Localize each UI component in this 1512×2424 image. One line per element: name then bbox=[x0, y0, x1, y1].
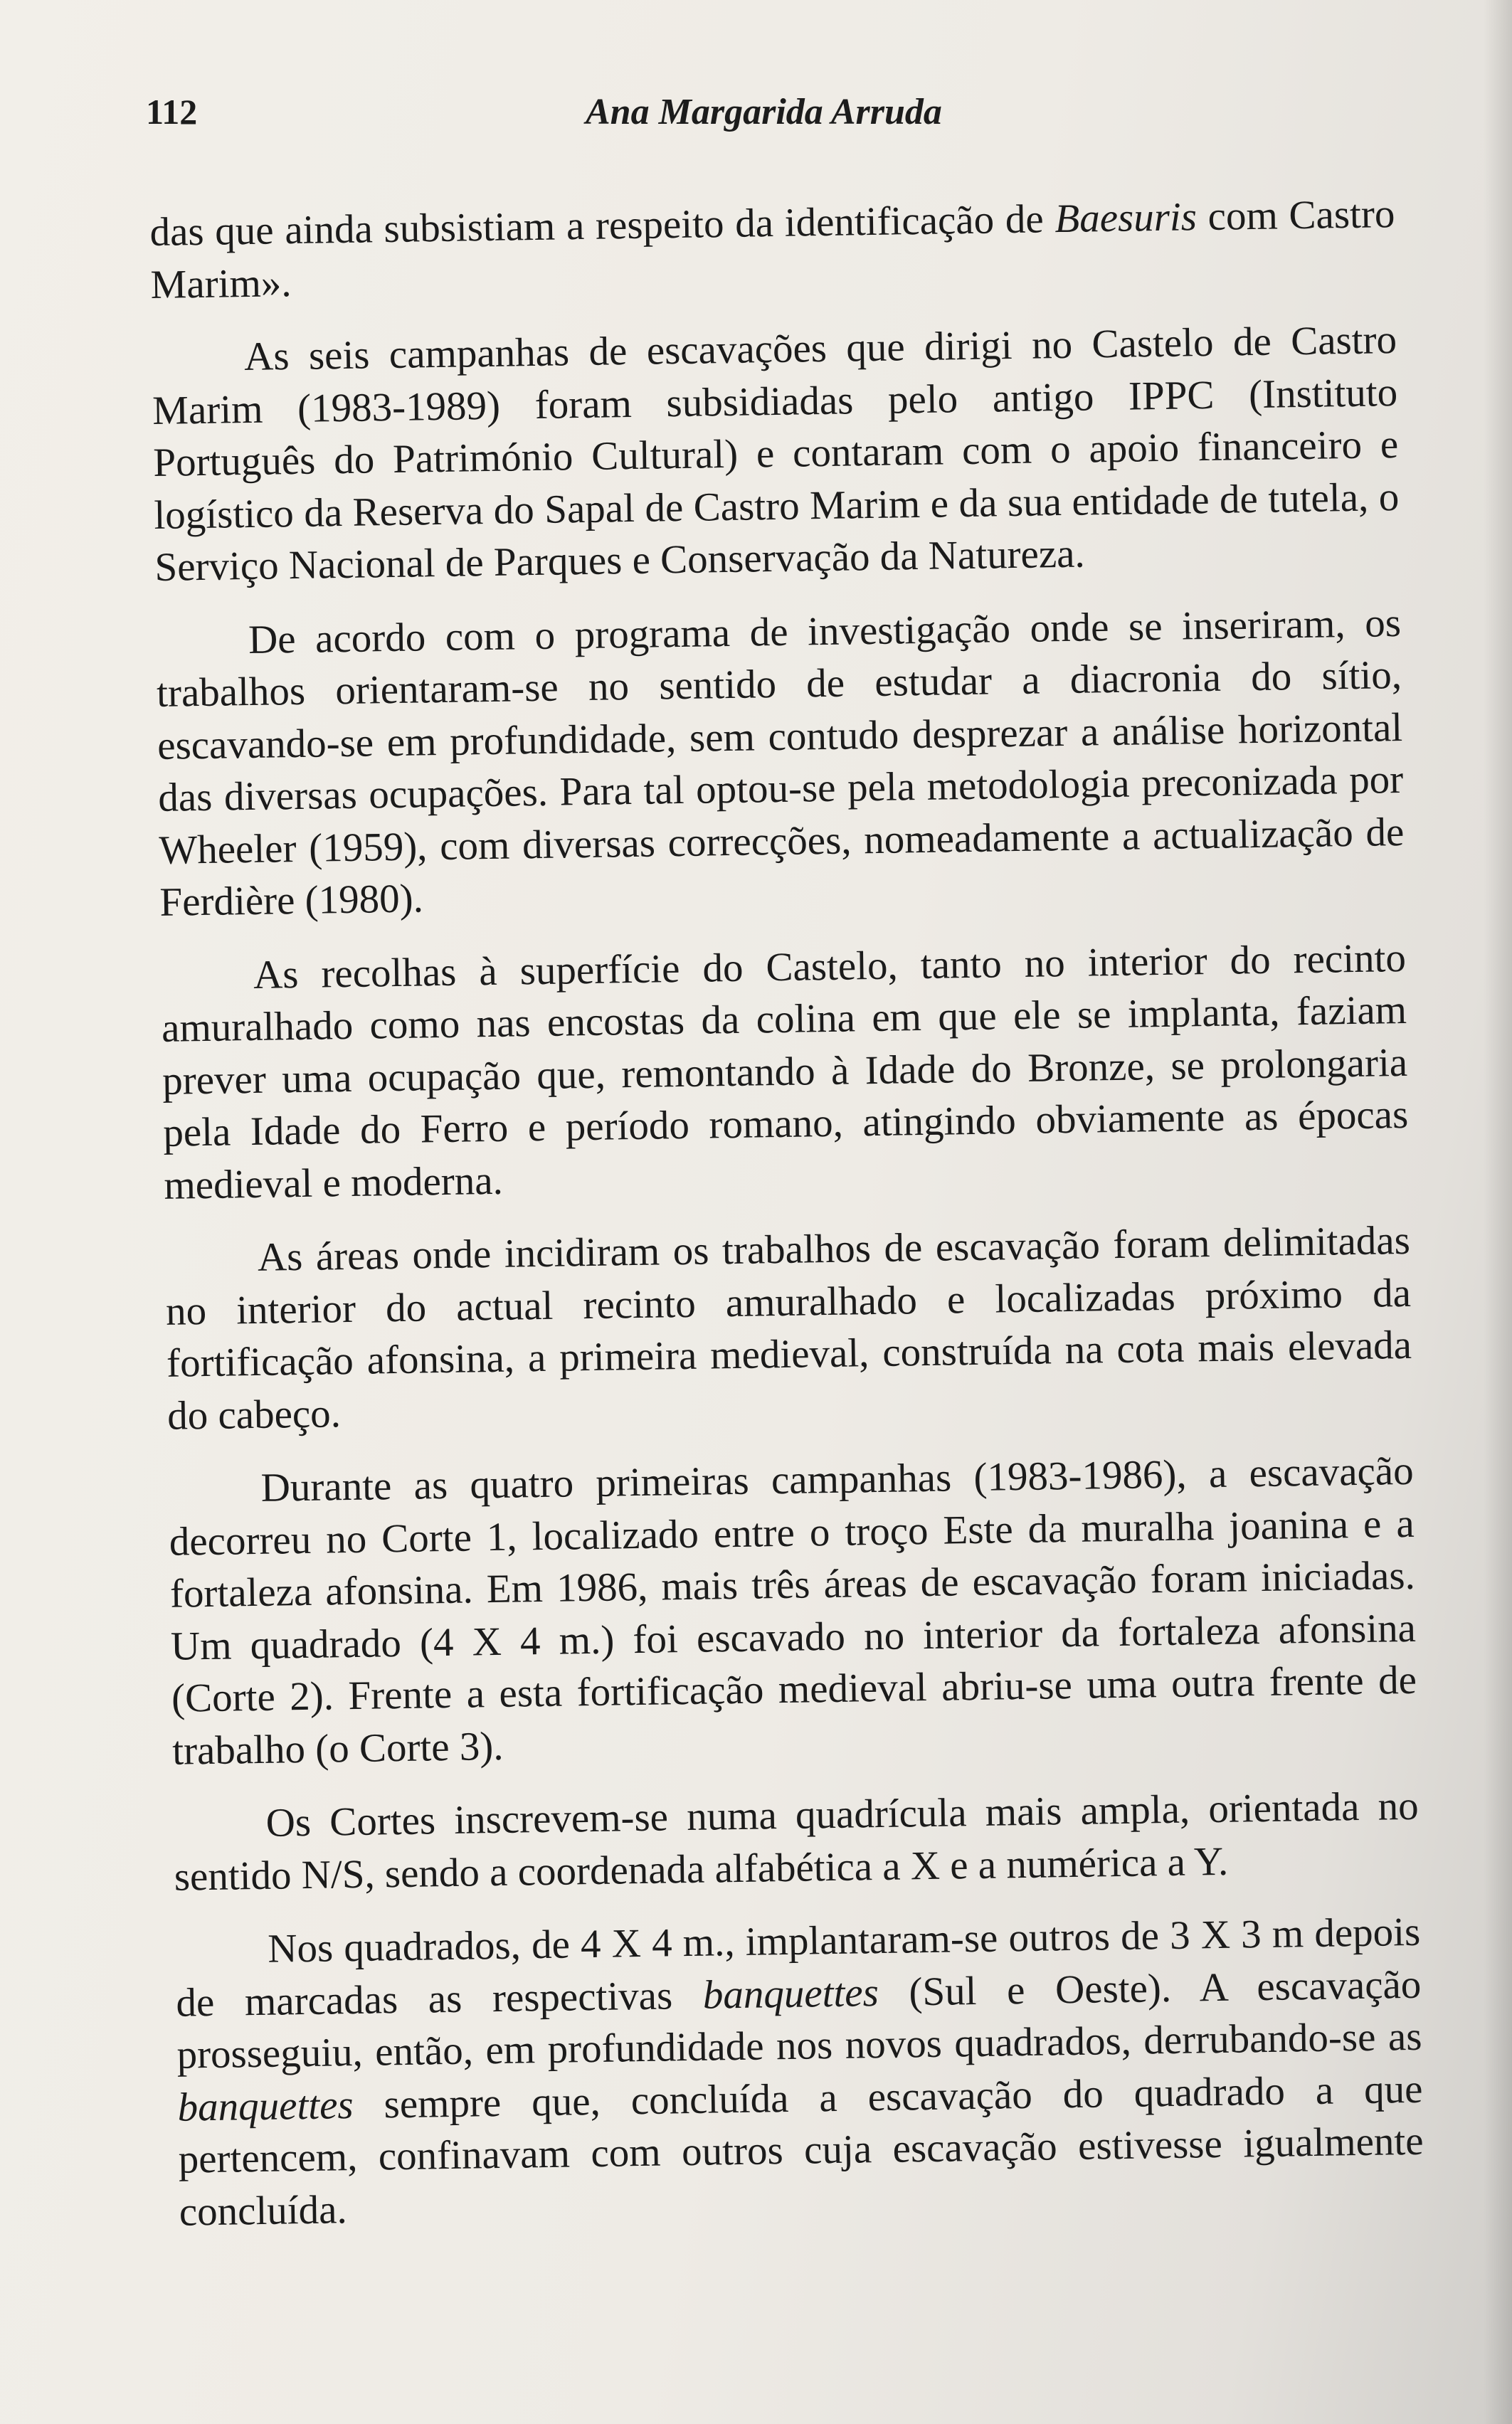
paragraph-7: Os Cortes inscrevem-se numa quadrícula mais ampla, orientada no sentido N/S, sendo a coordenada alfabética a X e a numérica a Y. bbox=[174, 1783, 1420, 1900]
paragraph-8 bbox=[175, 1906, 1424, 2238]
paragraph-8-text-part-3: sempre que, concluída a escavação do quadrado a que pertencem, confinavam com outros cuja escavação estivesse igualmente concluída. bbox=[178, 2066, 1424, 2235]
paragraph-8-text-part-2: (Sul e Oeste). A escavação prosseguiu, então, em profundidade nos novos quadrados, derrubando-se as bbox=[176, 1962, 1422, 2078]
paragraph-8-text-part-1: Nos quadrados, de 4 X 4 m., implantaram-se outros de 3 X 3 m depois de marcadas as respectivas bbox=[175, 1909, 1421, 2026]
paragraph-2: As seis campanhas de escavações que dirigi no Castelo de Castro Marim (1983-1989) foram subsidiadas pelo antigo IPPC (Instituto Português do Património Cultural) e contaram com o apoio financeiro e logístico da Reserva do Sapal de Castro Marim e da sua entidade de tutela, o Serviço Nacional de Parques e Conservação da Natureza. bbox=[152, 317, 1400, 590]
paragraph-1-text-end: com Castro Marim». bbox=[150, 191, 1395, 307]
paragraph-1-italic-term: Baesuris bbox=[1054, 194, 1198, 242]
page-number: 112 bbox=[146, 92, 198, 132]
paragraph-6: Durante as quatro primeiras campanhas (1983-1986), a escavação decorreu no Corte 1, localizado entre o troço Este da muralha joanina e a fortaleza afonsina. Em 1986, mais três áreas de escavação foram iniciadas. Um quadrado (4 X 4 m.) foi escavado no interior da fortaleza afonsina (Corte 2). Frente a esta fortificação medieval abriu-se uma outra frente de trabalho (o Corte 3). bbox=[169, 1448, 1417, 1774]
author-name: Ana Margarida Arruda bbox=[586, 92, 942, 132]
running-head bbox=[146, 91, 1427, 141]
paragraph-1-text-start: das que ainda subsistiam a respeito da identificação de bbox=[149, 196, 1055, 255]
page-edge-shadow bbox=[1484, 0, 1512, 2424]
body-text bbox=[149, 188, 1425, 2260]
paragraph-1 bbox=[149, 188, 1396, 311]
paragraph-8-italic-term-1: banquettes bbox=[702, 1969, 879, 2018]
paragraph-8-italic-term-2: banquettes bbox=[177, 2082, 354, 2130]
paragraph-4: As recolhas à superfície do Castelo, tanto no interior do recinto amuralhado como nas encostas da colina em que ele se implanta, faziam prever uma ocupação que, remontando à Idade do Bronze, se prolongaria pela Idade do Ferro e período romano, atingindo obviamente as épocas medieval e moderna. bbox=[161, 935, 1409, 1208]
paragraph-5: As áreas onde incidiram os trabalhos de escavação foram delimitadas no interior do actual recinto amuralhado e localizadas próximo da fortificação afonsina, a primeira medieval, construída na cota mais elevada do cabeço. bbox=[165, 1217, 1412, 1439]
paragraph-3: De acordo com o programa de investigação onde se inseriram, os trabalhos orientaram-se no sentido de estudar a diacronia do sítio, escavando-se em profundidade, sem contudo desprezar a análise horizontal das diversas ocupações. Para tal optou-se pela metodologia preconizada por Wheeler (1959), com diversas correcções, nomeadamente a actualização de Ferdière (1980). bbox=[156, 600, 1405, 925]
